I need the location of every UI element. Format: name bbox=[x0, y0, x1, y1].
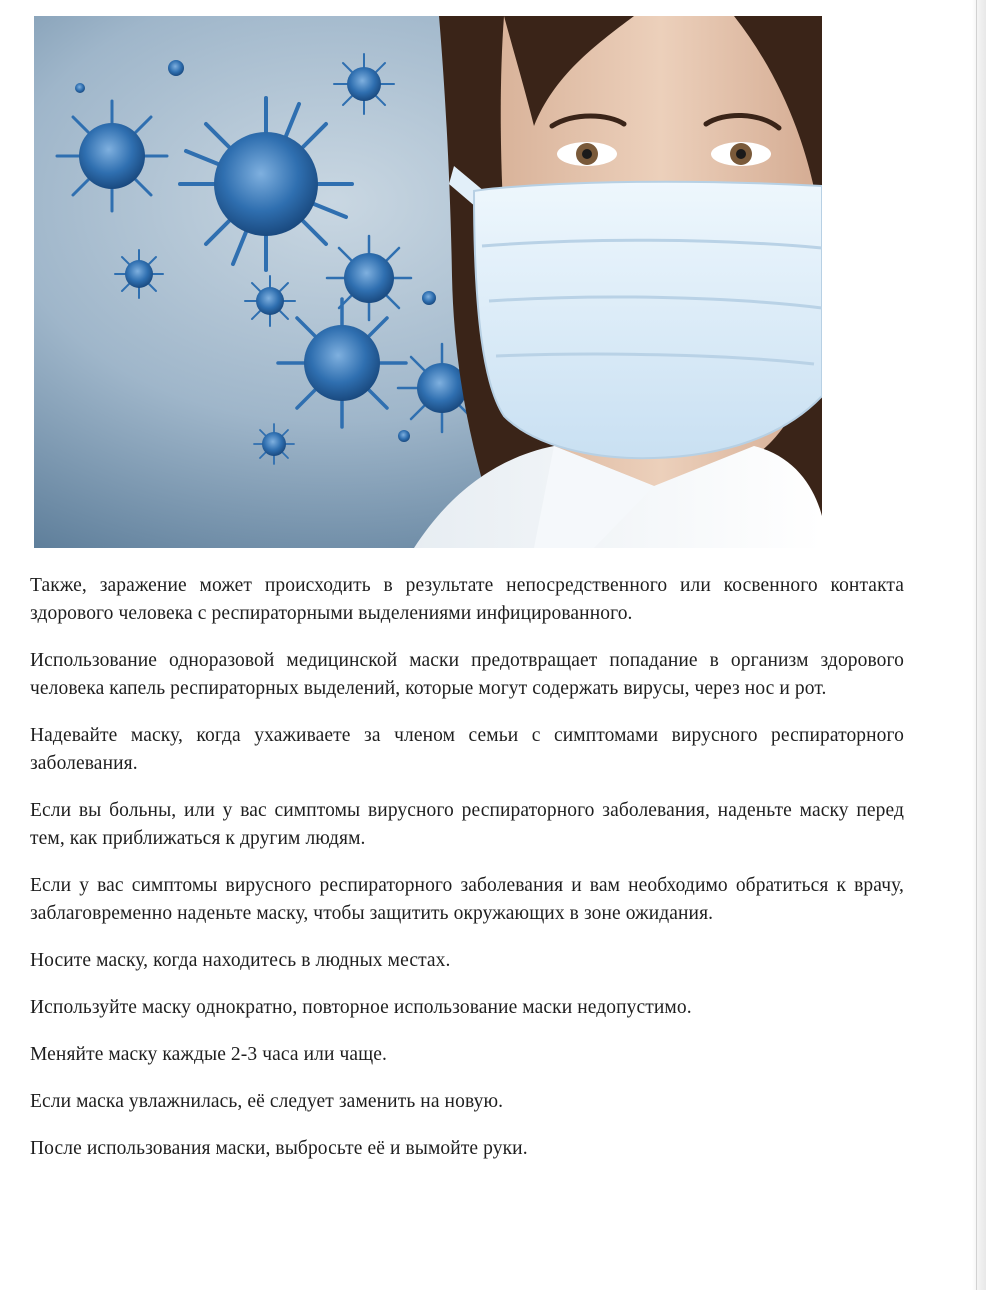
virus-particle bbox=[334, 54, 394, 114]
virus-particle bbox=[57, 101, 167, 211]
virus-particle bbox=[398, 430, 410, 442]
virus-particle bbox=[168, 60, 184, 76]
paragraph-single-use: Используйте маску однократно, повторное использование маски недопустимо. bbox=[30, 997, 692, 1018]
paragraph-disposal: После использования маски, выбросьте её и вымойте руки. bbox=[30, 1138, 528, 1159]
virus-particle bbox=[180, 98, 352, 270]
page-edge bbox=[972, 0, 986, 1290]
paragraph-doctor-visit: Если у вас симптомы вирусного респираторного заболевания и вам необходимо обратиться к врачу, заблаговременно наденьте маску, чтобы защитить окружающих в зоне ожидания. bbox=[30, 875, 904, 924]
illustration-svg bbox=[34, 16, 822, 548]
paragraph-family-care: Надевайте маску, когда ухаживаете за членом семьи с симптомами вирусного респираторного заболевания. bbox=[30, 725, 904, 774]
virus-particle bbox=[75, 83, 85, 93]
virus-particle bbox=[327, 236, 411, 320]
paragraph-mask-protection: Использование одноразовой медицинской маски предотвращает попадание в организм здорового человека капель респираторных выделений, которые могут содержать вирусы, через нос и рот. bbox=[30, 650, 904, 699]
paragraph-damp-mask: Если маска увлажнилась, её следует заменить на новую. bbox=[30, 1091, 504, 1112]
illustration-woman-in-mask bbox=[34, 16, 822, 548]
text-block bbox=[30, 572, 904, 1182]
paragraph-change-frequency: Меняйте маску каждые 2-3 часа или чаще. bbox=[30, 1044, 387, 1065]
virus-particle bbox=[245, 276, 295, 326]
paragraph-transmission: Также, заражение может происходить в результате непосредственного или косвенного контакта здорового человека с респираторными выделениями инфицированного. bbox=[30, 575, 904, 624]
virus-particle bbox=[115, 250, 163, 298]
virus-particle bbox=[278, 299, 406, 427]
page-edge-line bbox=[976, 0, 977, 1290]
virus-particle bbox=[254, 424, 294, 464]
paragraph-crowded-places: Носите маску, когда находитесь в людных местах. bbox=[30, 950, 451, 971]
virus-particle bbox=[422, 291, 436, 305]
paragraph-if-sick: Если вы больны, или у вас симптомы вирусного респираторного заболевания, наденьте маску перед тем, как приближаться к другим людям. bbox=[30, 800, 904, 849]
